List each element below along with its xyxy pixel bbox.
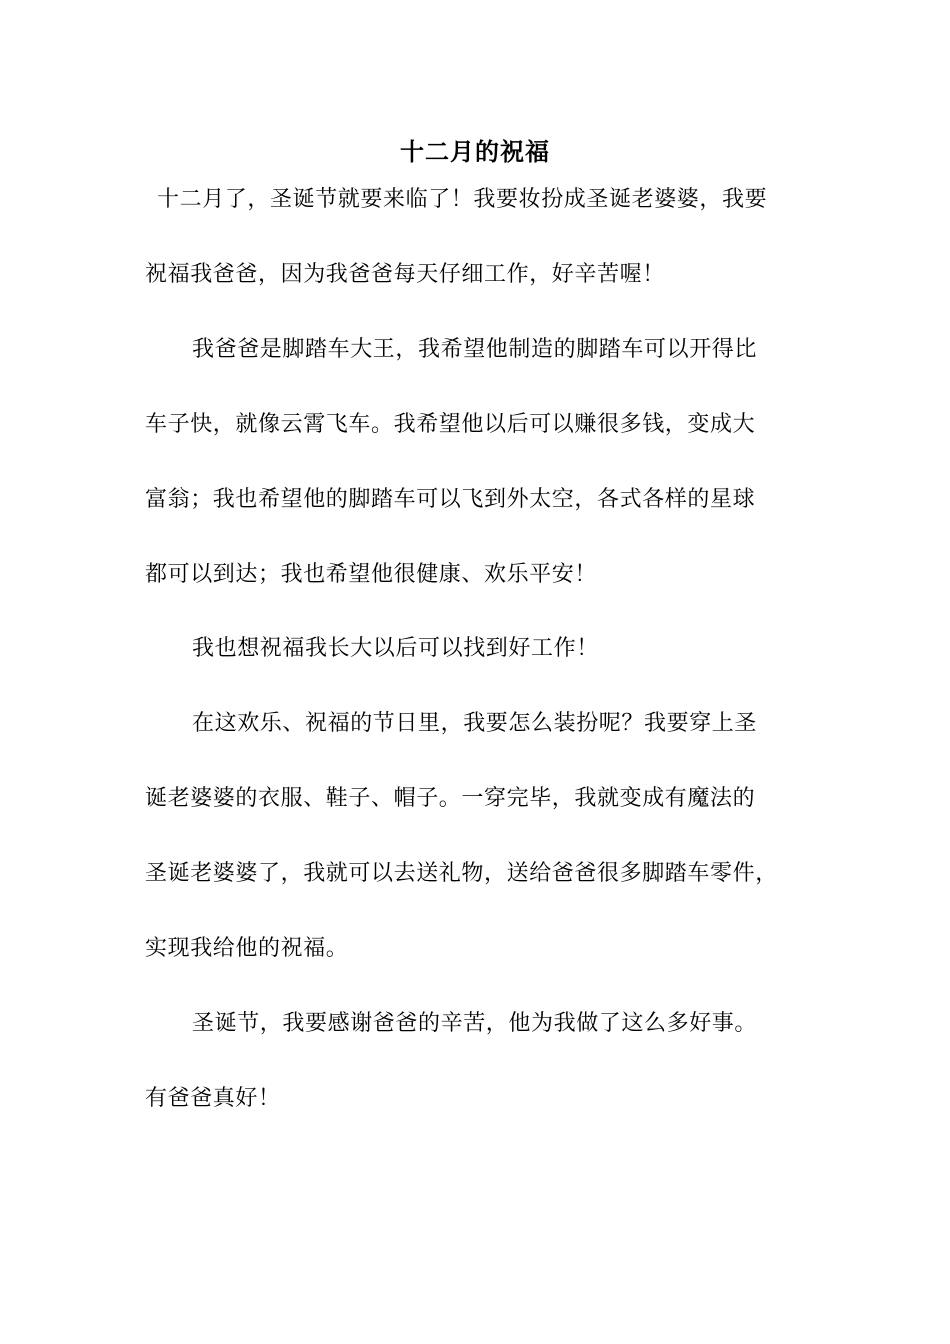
paragraph-line: 有爸爸真好！	[145, 1086, 281, 1111]
paragraph-line: 车子快，就像云霄飞车。我希望他以后可以赚很多钱，变成大	[145, 412, 756, 437]
paragraph-line: 我爸爸是脚踏车大王，我希望他制造的脚踏车可以开得比	[192, 337, 758, 362]
paragraph-line: 富翁；我也希望他的脚踏车可以飞到外太空，各式各样的星球	[145, 487, 756, 512]
document-title: 十二月的祝福	[400, 137, 550, 166]
paragraph-line: 祝福我爸爸，因为我爸爸每天仔细工作，好辛苦喔！	[145, 262, 665, 287]
paragraph-line: 实现我给他的祝福。	[145, 936, 349, 961]
paragraph-line: 诞老婆婆的衣服、鞋子、帽子。一穿完毕，我就变成有魔法的	[145, 786, 756, 811]
paragraph-line: 在这欢乐、祝福的节日里，我要怎么装扮呢？我要穿上圣	[192, 711, 758, 736]
paragraph-line: 圣诞节，我要感谢爸爸的辛苦，他为我做了这么多好事。	[192, 1011, 758, 1036]
paragraph-line: 我也想祝福我长大以后可以找到好工作！	[192, 636, 599, 661]
paragraph-line: 都可以到达；我也希望他很健康、欢乐平安！	[145, 562, 598, 587]
paragraph-line: 十二月了，圣诞节就要来临了！我要妆扮成圣诞老婆婆，我要	[157, 187, 768, 212]
paragraph-line: 圣诞老婆婆了，我就可以去送礼物，送给爸爸很多脚踏车零件，	[145, 861, 778, 886]
